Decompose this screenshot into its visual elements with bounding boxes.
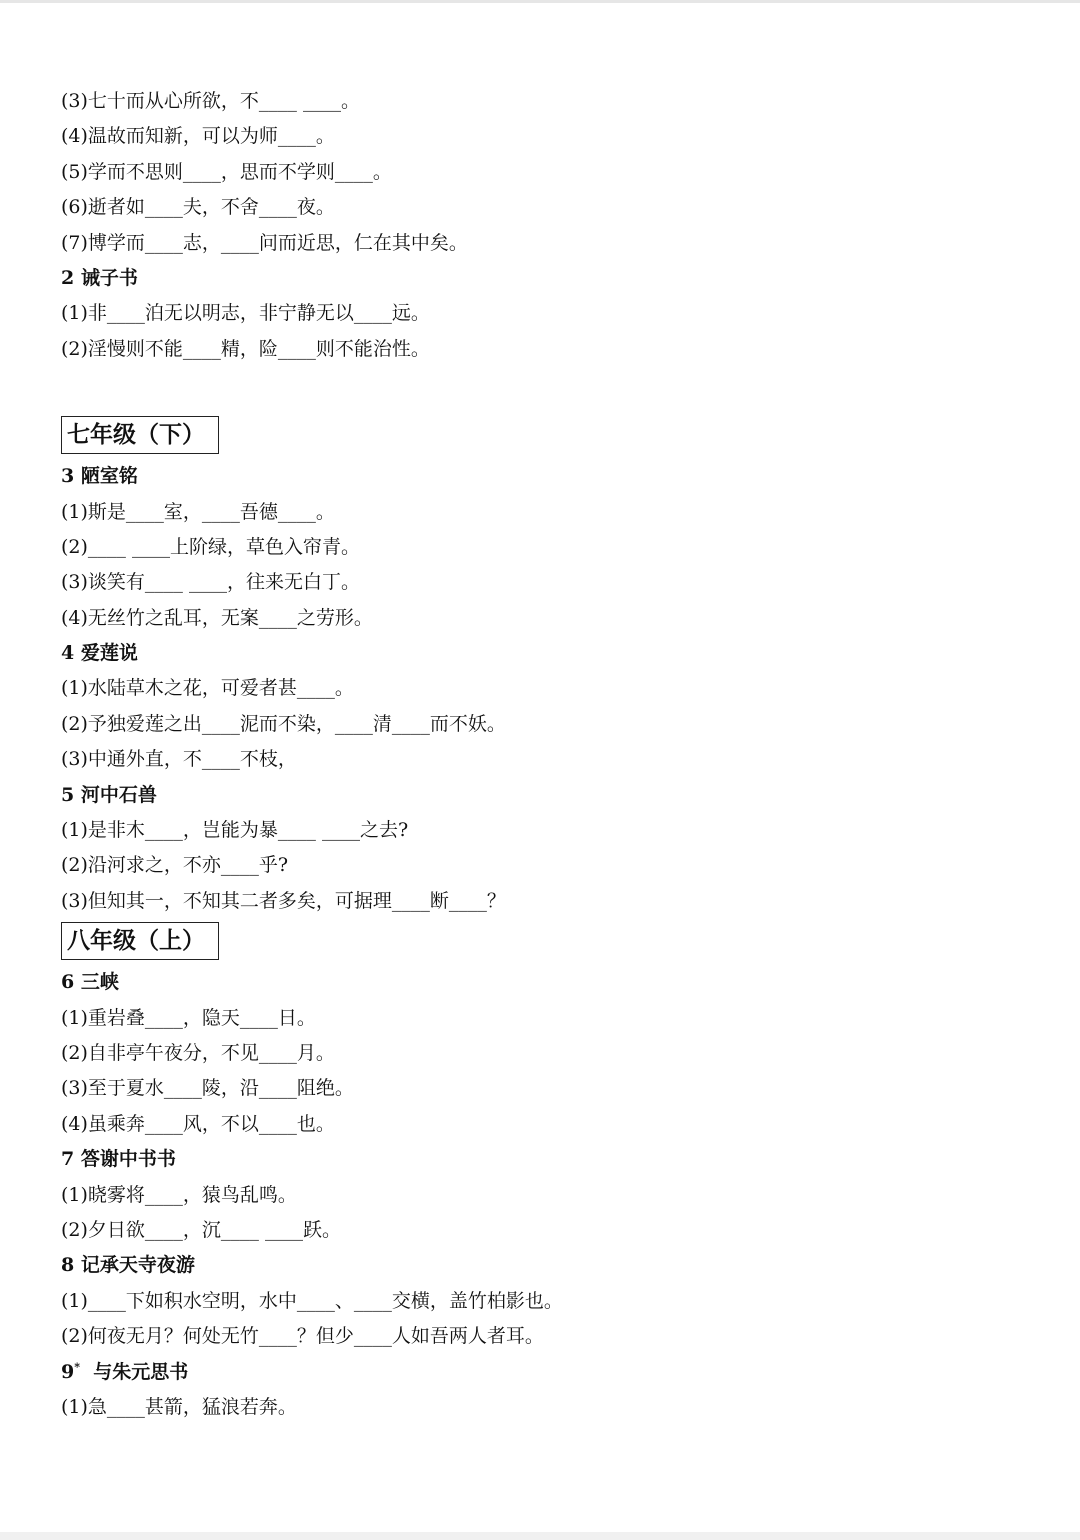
list-item: (4)温故而知新，可以为师____。 — [61, 125, 335, 148]
document-page — [61, 84, 1041, 1425]
list-item: (3)谈笑有____ ____，往来无白丁。 — [61, 571, 360, 594]
top-border — [0, 0, 1080, 3]
list-item: (5)学而不思则____，思而不学则____。 — [61, 160, 392, 183]
section-heading-jichengtiansi: 8 记承天寺夜游 — [61, 1254, 195, 1277]
list-item: (2)夕日欲____，沉____ ____跃。 — [61, 1218, 341, 1241]
list-item: (1)非____泊无以明志，非宁静无以____远。 — [61, 302, 430, 325]
list-item: (2)何夜无月？何处无竹____？但少____人如吾两人者耳。 — [61, 1325, 544, 1348]
list-item: (1)急____甚箭，猛浪若奔。 — [61, 1395, 297, 1418]
grade-title-box-grade7-second: 七年级（下） — [61, 416, 219, 454]
list-item: (2)予独爱莲之出____泥而不染，____清____而不妖。 — [61, 712, 506, 735]
section-heading-ailianshuo: 4 爱莲说 — [61, 642, 138, 665]
list-item: (1)重岩叠____，隐天____日。 — [61, 1006, 316, 1029]
list-item: (2)自非亭午夜分，不见____月。 — [61, 1041, 335, 1064]
optional-mark: * — [74, 1360, 80, 1374]
section-number: 9 — [61, 1360, 75, 1383]
grade-title-box-grade8-first: 八年级（上） — [61, 922, 219, 960]
list-item: (2)沿河求之，不亦____乎? — [61, 854, 289, 877]
list-item: (3)但知其一，不知其二者多矣，可据理____断____？ — [61, 889, 506, 912]
list-item: (2)____ ____上阶绿，草色入帘青。 — [61, 535, 360, 558]
list-item: (1)是非木____，岂能为暴____ ____之去? — [61, 819, 409, 842]
list-item: (3)七十而从心所欲，不____ ____。 — [61, 90, 360, 112]
section-title: 与朱元思书 — [93, 1360, 189, 1383]
list-item: (1)水陆草木之花，可爱者甚____。 — [61, 677, 354, 700]
list-item: (6)逝者如____夫，不舍____夜。 — [61, 196, 335, 219]
section-heading-yuzhuyuansishu — [61, 1355, 1041, 1390]
section-heading-hezhongshishou: 5 河中石兽 — [61, 783, 157, 806]
list-item: (4)无丝竹之乱耳，无案____之劳形。 — [61, 606, 373, 629]
section-heading-daxiezhongshushu: 7 答谢中书书 — [61, 1148, 176, 1171]
list-item: (1)晓雾将____，猿鸟乱鸣。 — [61, 1183, 297, 1206]
list-item: (2)淫慢则不能____精，险____则不能治性。 — [61, 337, 430, 360]
list-item: (3)中通外直，不____不枝， — [61, 748, 297, 771]
list-item: (1)____下如积水空明，水中____、____交横，盖竹柏影也。 — [61, 1289, 563, 1312]
section-heading-sanxia: 6 三峡 — [61, 971, 119, 994]
section-heading-jiezishu: 2 诫子书 — [61, 266, 138, 289]
list-item: (1)斯是____室，____吾德____。 — [61, 500, 335, 523]
list-item: (7)博学而____志，____问而近思，仁在其中矣。 — [61, 231, 468, 254]
section-heading-loushiming: 3 陋室铭 — [61, 465, 138, 488]
list-item: (3)至于夏水____陵，沿____阻绝。 — [61, 1077, 354, 1100]
list-item: (4)虽乘奔____风，不以____也。 — [61, 1112, 335, 1135]
bottom-border — [0, 1532, 1080, 1540]
